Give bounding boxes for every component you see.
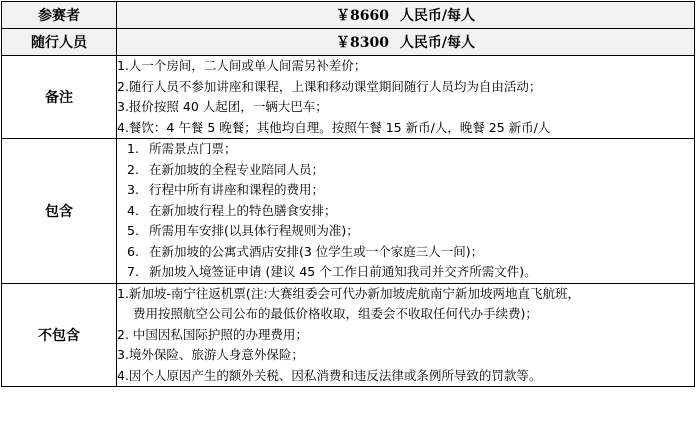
remark-item: 1.人一个房间，二人间或单人间需另补差价； — [117, 58, 367, 73]
remark-item: 3.报价按照 40 人起团，一辆大巴车； — [117, 99, 328, 114]
excluded-item: 3.境外保险、旅游人身意外保险； — [117, 347, 304, 362]
companion-label: 随行人员 — [2, 29, 117, 56]
companion-price-cell — [117, 29, 695, 56]
included-item — [117, 139, 694, 160]
included-row — [2, 139, 695, 284]
included-item-text: 在新加坡的全程专业陪同人员； — [149, 161, 325, 177]
included-item-number: 3. — [127, 182, 139, 197]
participant-price-cell — [117, 2, 695, 29]
remarks-row — [2, 56, 695, 139]
companion-unit: 人民币/每人 — [399, 35, 475, 51]
remark-item: 4.餐饮：4 午餐 5 晚餐；其他均自理。按照午餐 15 新币/人，晚餐 25 新币/人 — [117, 119, 551, 135]
included-item-text: 在新加坡行程上的特色膳食安排； — [149, 202, 337, 218]
excluded-item: 4.因个人原因产生的额外关税、因私消费和违反法律或条例所导致的罚款等。 — [117, 367, 542, 383]
included-item-text: 所需用车安排(以具体行程规则为准)； — [149, 223, 359, 238]
included-item — [117, 262, 694, 283]
participant-unit: 人民币/每人 — [399, 8, 475, 24]
included-item-number: 6. — [127, 243, 139, 259]
included-item-number: 5. — [127, 223, 139, 238]
excluded-content — [117, 283, 695, 387]
remarks-content — [117, 56, 695, 139]
excluded-item: 2. 中国因私国际护照的办理费用； — [117, 326, 308, 342]
included-item-text: 在新加坡的公寓式酒店安排(3 位学生或一个家庭三人一间)； — [149, 243, 484, 259]
included-label: 包含 — [2, 139, 117, 284]
included-item-text: 所需景点门票； — [149, 141, 237, 156]
fee-table — [1, 1, 695, 387]
participant-price: ￥8660 — [336, 8, 389, 24]
excluded-item-continuation: 费用按照航空公司公布的最低价格收取，组委会不收取任何代办手续费)； — [133, 306, 538, 321]
included-item — [117, 201, 694, 222]
included-item-number: 4. — [127, 202, 139, 218]
included-item-text: 行程中所有讲座和课程的费用； — [149, 182, 325, 197]
included-item — [117, 221, 694, 242]
participant-row — [2, 2, 695, 29]
included-item-number: 1. — [127, 141, 139, 156]
excluded-item: 1.新加坡-南宁往返机票(注:大赛组委会可代办新加坡虎航南宁新加坡两地直飞航班， — [117, 285, 581, 301]
included-item-number: 7. — [127, 264, 139, 279]
companion-row — [2, 29, 695, 56]
included-item — [117, 242, 694, 263]
participant-label: 参赛者 — [2, 2, 117, 29]
remarks-label: 备注 — [2, 56, 117, 139]
remark-item: 2.随行人员不参加讲座和课程，上课和移动课堂期间随行人员均为自由活动； — [117, 78, 542, 94]
included-content — [117, 139, 695, 284]
excluded-label: 不包含 — [2, 283, 117, 387]
companion-price: ￥8300 — [336, 35, 389, 51]
included-item — [117, 160, 694, 181]
included-item-number: 2. — [127, 161, 139, 177]
included-item-text: 新加坡入境签证申请 (建议 45 个工作日前通知我司并交齐所需文件)。 — [149, 264, 537, 279]
included-item — [117, 180, 694, 201]
excluded-row — [2, 283, 695, 387]
